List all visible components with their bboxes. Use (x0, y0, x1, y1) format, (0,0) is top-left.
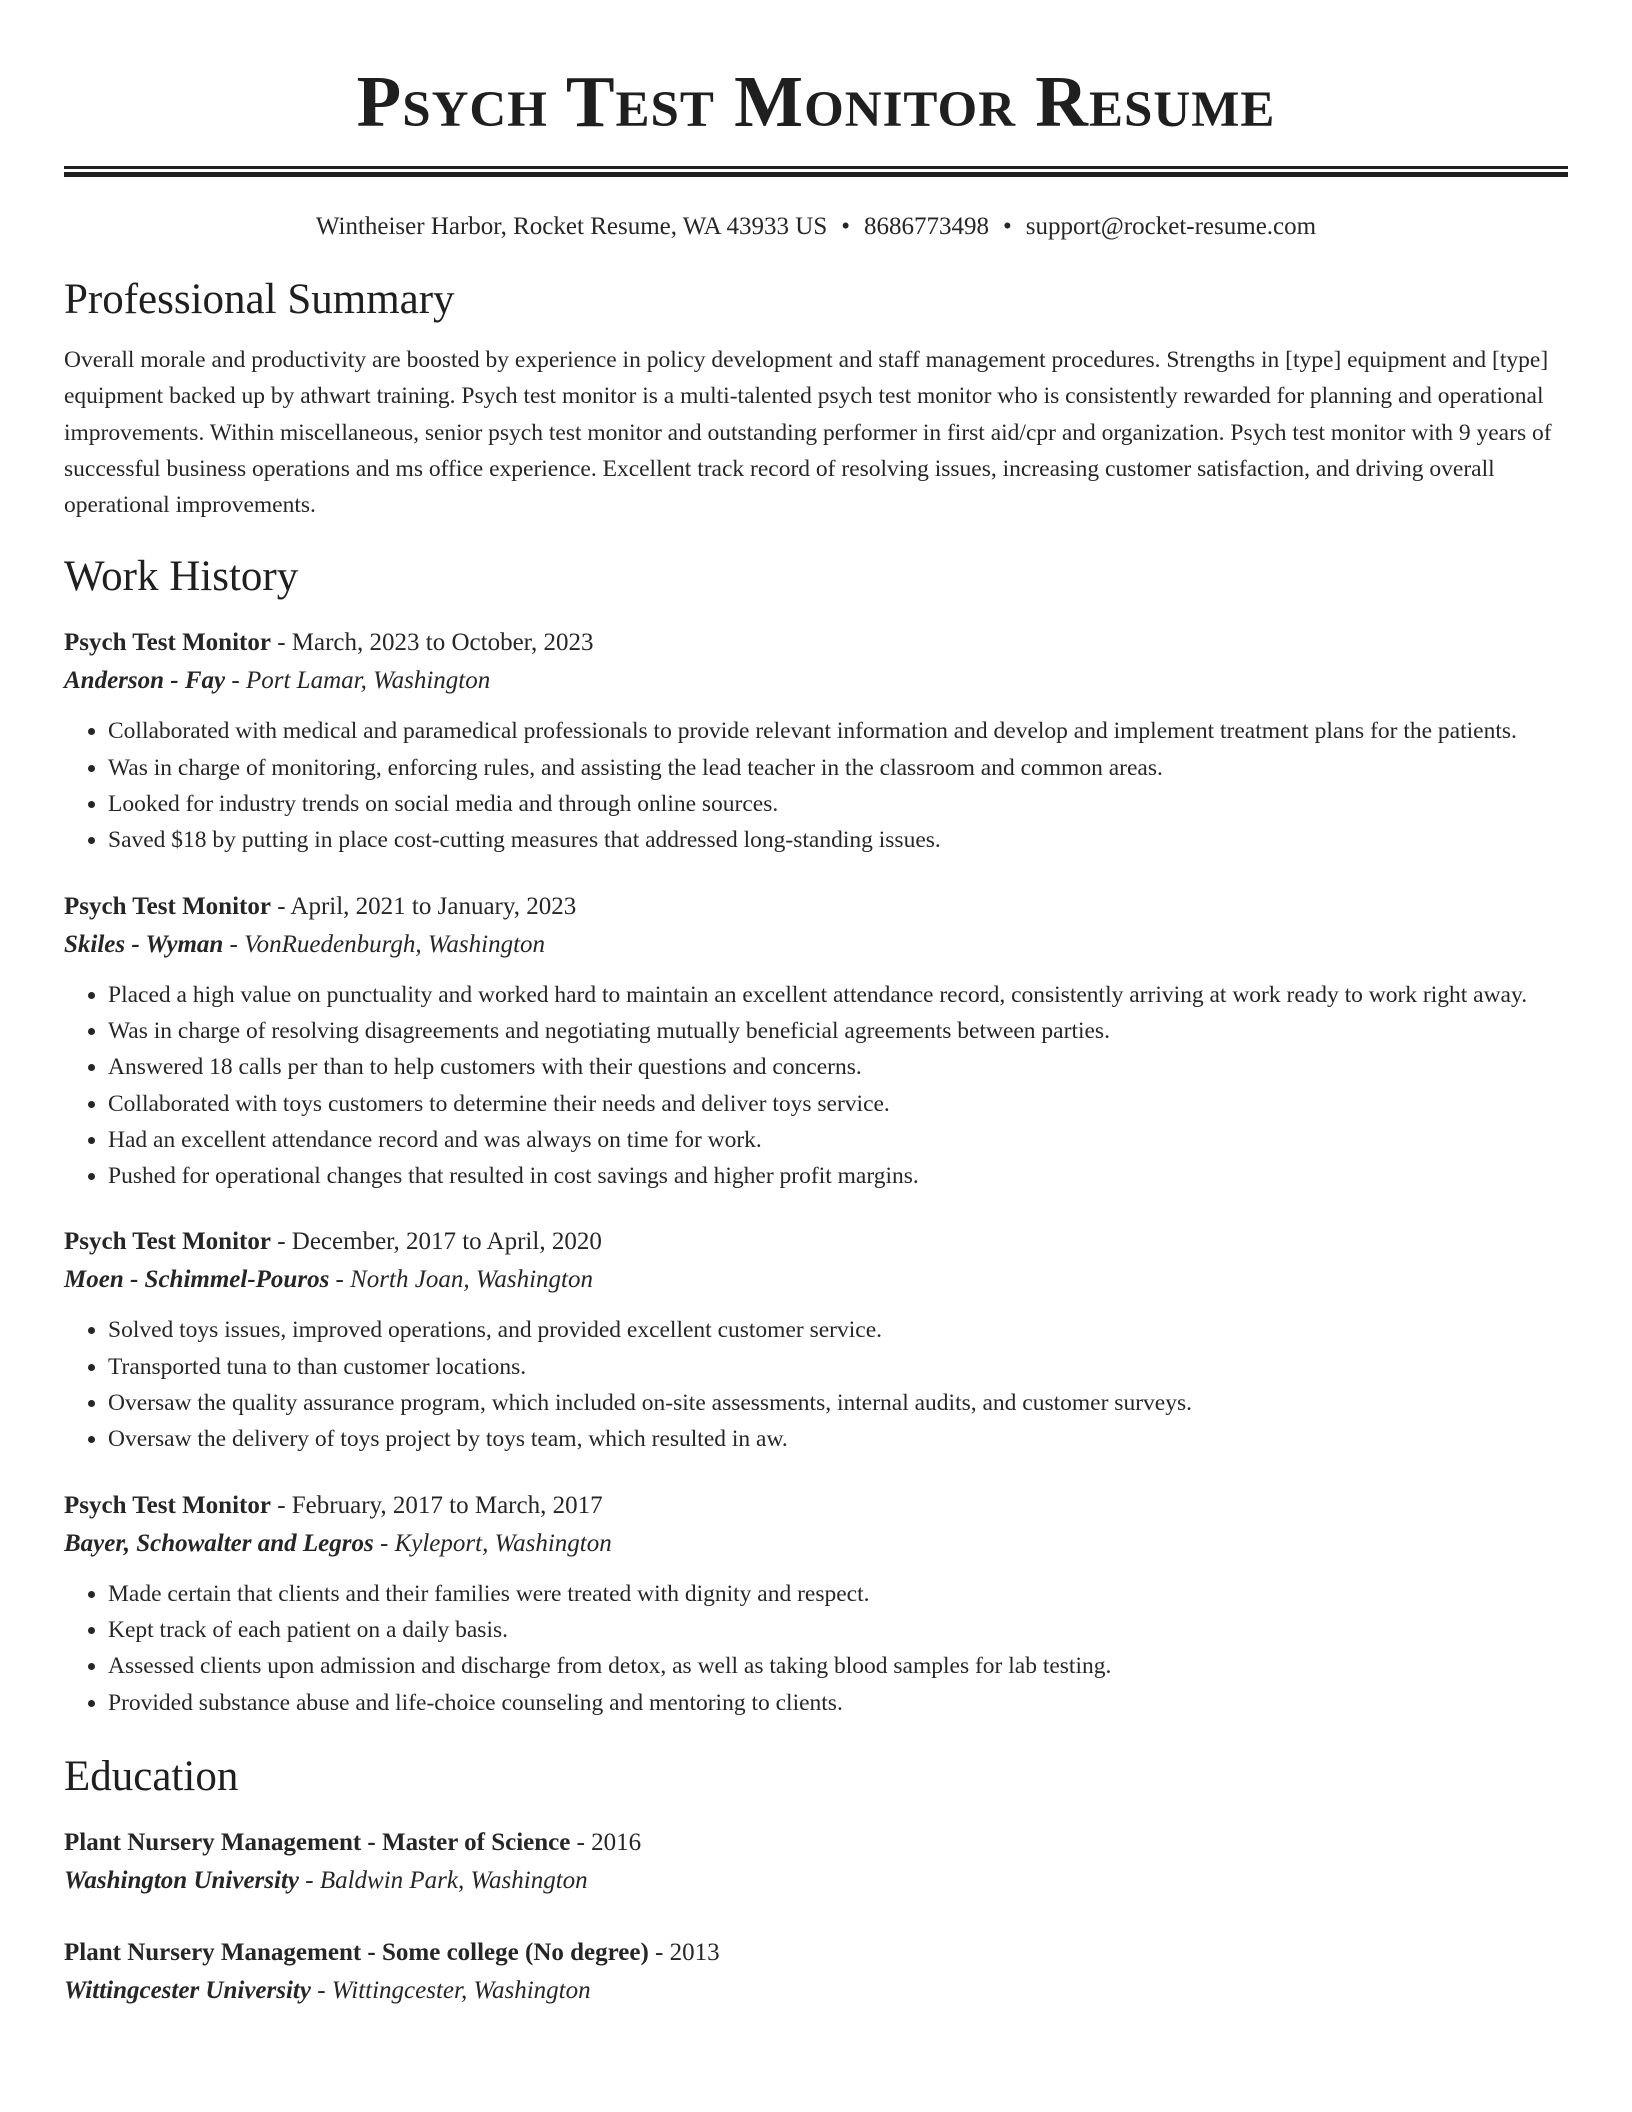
section-heading: Education (64, 1752, 239, 1800)
company-line (64, 925, 1568, 965)
list-item: • Collaborated with medical and paramedical professionals to provide relevant information and develop and implement treatment plans for the patients. (108, 713, 1568, 749)
list-item: • Pushed for operational changes that resulted in cost savings and higher profit margins. (108, 1158, 1568, 1194)
list-item: • Was in charge of monitoring, enforcing rules, and assisting the lead teacher in the classroom and common areas. (108, 750, 1568, 786)
work-history-section (64, 551, 1568, 1720)
education-entry (64, 1825, 1568, 1901)
education-section (64, 1751, 1568, 2011)
school-line (64, 1971, 1568, 2011)
list-item: • Had an excellent attendance record and was always on time for work. (108, 1122, 1568, 1158)
degree-line (64, 1825, 1568, 1861)
title-divider (64, 166, 1568, 177)
summary-text: Overall morale and productivity are boosted by experience in policy development and staff management procedures. Strengths in [type] equipment and [type] equipment backed up by athwart training. Psych test monitor is a multi-talented psych test monitor who is consistently rewarded for planning and operational improvements. Within miscellaneous, senior psych test monitor and outstanding performer in first aid/cpr and organization. Psych test monitor with 9 years of successful business operations and ms office experience. Excellent track record of resolving issues, increasing customer satisfaction, and driving overall operational improvements. (64, 347, 1552, 519)
job-title-line (64, 889, 1568, 925)
company-name: Anderson - Fay (64, 667, 226, 695)
contact-address: Wintheiser Harbor, Rocket Resume, WA 43933 US (315, 213, 828, 240)
job-entry (64, 625, 1568, 858)
job-title-line (64, 1224, 1568, 1260)
list-item: • Oversaw the quality assurance program, which included on-site assessments, internal audits, and customer surveys. (108, 1385, 1568, 1421)
degree-name: Plant Nursery Management - Master of Science (64, 1828, 571, 1856)
resume-page (64, 0, 1568, 2011)
degree-name: Plant Nursery Management - Some college (No degree) (64, 1938, 649, 1966)
job-entry (64, 1224, 1568, 1457)
school-location: - Wittingcester, Washington (310, 1976, 591, 2004)
list-item: • Saved $18 by putting in place cost-cutting measures that addressed long-standing issues. (108, 822, 1568, 858)
section-heading: Work History (64, 553, 299, 601)
list-item: • Kept track of each patient on a daily basis. (108, 1612, 1568, 1648)
job-entry (64, 1488, 1568, 1721)
list-item: • Transported tuna to than customer locations. (108, 1349, 1568, 1385)
job-title: Psych Test Monitor (64, 629, 271, 657)
list-item: • Provided substance abuse and life-choice counseling and mentoring to clients. (108, 1685, 1568, 1721)
job-bullets (64, 713, 1568, 858)
company-location: - Kyleport, Washington (373, 1529, 612, 1557)
company-location: - Port Lamar, Washington (225, 667, 491, 695)
job-title: Psych Test Monitor (64, 892, 271, 920)
contact-separator: • (841, 213, 851, 240)
company-name: Bayer, Schowalter and Legros (64, 1529, 374, 1557)
education-entry (64, 1935, 1568, 2011)
job-entry (64, 889, 1568, 1195)
contact-email: support@rocket-resume.com (1025, 213, 1317, 240)
company-line (64, 661, 1568, 701)
contact-phone: 8686773498 (864, 213, 990, 240)
job-title-line (64, 1488, 1568, 1524)
list-item: • Assessed clients upon admission and discharge from detox, as well as taking blood samples for lab testing. (108, 1648, 1568, 1684)
job-title: Psych Test Monitor (64, 1228, 271, 1256)
list-item: • Oversaw the delivery of toys project by toys team, which resulted in aw. (108, 1421, 1568, 1457)
list-item: • Solved toys issues, improved operations, and provided excellent customer service. (108, 1312, 1568, 1348)
contact-separator: • (1003, 213, 1012, 240)
job-bullets (64, 1576, 1568, 1721)
job-dates: - February, 2017 to March, 2017 (270, 1491, 603, 1519)
section-heading: Professional Summary (64, 276, 455, 323)
company-line (64, 1260, 1568, 1300)
company-location: - North Joan, Washington (329, 1266, 593, 1294)
list-item: • Collaborated with toys customers to determine their needs and deliver toys service. (108, 1086, 1568, 1122)
job-dates: - April, 2021 to January, 2023 (270, 892, 577, 920)
job-dates: - December, 2017 to April, 2020 (270, 1228, 602, 1256)
company-location: - VonRuedenburgh, Washington (223, 930, 546, 958)
list-item: • Looked for industry trends on social media and through online sources. (108, 786, 1568, 822)
list-item: • Was in charge of resolving disagreements and negotiating mutually beneficial agreements between parties. (108, 1013, 1568, 1049)
job-title: Psych Test Monitor (64, 1491, 271, 1519)
job-title-line (64, 625, 1568, 661)
list-item: • Answered 18 calls per than to help customers with their questions and concerns. (108, 1049, 1568, 1085)
company-name: Moen - Schimmel-Pouros (64, 1266, 330, 1294)
degree-line (64, 1935, 1568, 1971)
list-item: • Placed a high value on punctuality and worked hard to maintain an excellent attendance record, consistently arriving at work ready to work right away. (108, 977, 1568, 1013)
job-bullets (64, 977, 1568, 1195)
company-name: Skiles - Wyman (64, 930, 224, 958)
contact-line (64, 210, 1568, 244)
page-title: Psych Test Monitor Resume (356, 61, 1276, 142)
degree-year: - 2013 (648, 1938, 720, 1966)
degree-year: - 2016 (570, 1828, 642, 1856)
school-name: Washington University (64, 1866, 299, 1894)
school-name: Wittingcester University (64, 1976, 311, 2004)
job-bullets (64, 1312, 1568, 1457)
school-location: - Baldwin Park, Washington (299, 1866, 588, 1894)
school-line (64, 1861, 1568, 1901)
company-line (64, 1524, 1568, 1564)
professional-summary-section (64, 274, 1568, 523)
list-item: • Made certain that clients and their families were treated with dignity and respect. (108, 1576, 1568, 1612)
job-dates: - March, 2023 to October, 2023 (270, 629, 594, 657)
